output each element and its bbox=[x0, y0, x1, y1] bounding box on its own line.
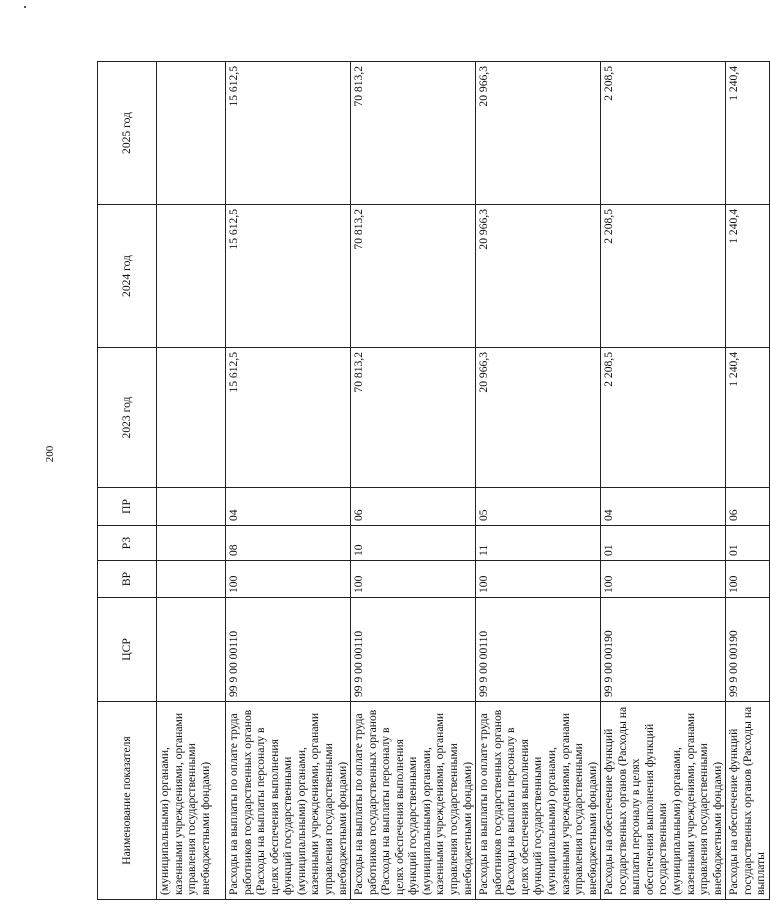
cell-2023 bbox=[157, 348, 226, 488]
header-2025: 2025 год bbox=[98, 62, 157, 205]
table-row bbox=[726, 62, 770, 900]
table-viewport bbox=[97, 62, 768, 900]
budget-table bbox=[97, 61, 770, 900]
cell-vr: 100 bbox=[476, 561, 601, 598]
cell-pr bbox=[157, 488, 226, 526]
cell-rz: 08 bbox=[226, 526, 351, 561]
cell-vr: 100 bbox=[726, 561, 770, 598]
page-number: 200 bbox=[44, 445, 56, 463]
cell-2023: 15 612,5 bbox=[226, 348, 351, 488]
cell-2024: 20 966,3 bbox=[476, 205, 601, 348]
cell-2024: 1 240,4 bbox=[726, 205, 770, 348]
cell-2025 bbox=[157, 62, 226, 205]
cell-csr: 99 9 00 00190 bbox=[601, 598, 726, 702]
cell-vr bbox=[157, 561, 226, 598]
cell-2025: 20 966,3 bbox=[476, 62, 601, 205]
cell-csr: 99 9 00 00110 bbox=[351, 598, 476, 702]
cell-vr: 100 bbox=[226, 561, 351, 598]
cell-rz: 11 bbox=[476, 526, 601, 561]
table-header-row bbox=[98, 62, 157, 900]
cell-2024: 15 612,5 bbox=[226, 205, 351, 348]
cell-rz: 10 bbox=[351, 526, 476, 561]
header-pr: ПР bbox=[98, 488, 157, 526]
cell-2023: 2 208,5 bbox=[601, 348, 726, 488]
cell-2024 bbox=[157, 205, 226, 348]
cell-name: Расходы на выплаты по оплате труда работников государственных органов (Расходы на выплаты персоналу в целях обеспечения выполнения функций государственными (муниципальными) органами, казенными учреждениями, органами управления государственными внебюджетными фондами) bbox=[226, 702, 351, 900]
cell-name: Расходы на выплаты по оплате труда работников государственных органов (Расходы на выплаты персоналу в целях обеспечения выполнения функций государственными (муниципальными) органами, казенными учреждениями, органами управления государственными внебюджетными фондами) bbox=[351, 702, 476, 900]
cell-2025: 2 208,5 bbox=[601, 62, 726, 205]
cell-rz bbox=[157, 526, 226, 561]
cell-name: Расходы на обеспечение функций государственных органов (Расходы на выплаты bbox=[726, 702, 770, 900]
table-row bbox=[351, 62, 476, 900]
cell-csr: 99 9 00 00110 bbox=[226, 598, 351, 702]
table-row bbox=[476, 62, 601, 900]
cell-2025: 1 240,4 bbox=[726, 62, 770, 205]
header-name: Наименование показателя bbox=[98, 702, 157, 900]
header-2024: 2024 год bbox=[98, 205, 157, 348]
header-rz: РЗ bbox=[98, 526, 157, 561]
cell-pr: 04 bbox=[601, 488, 726, 526]
rotated-table-container bbox=[97, 62, 768, 900]
table-row bbox=[157, 62, 226, 900]
cell-2023: 70 813,2 bbox=[351, 348, 476, 488]
cell-name: Расходы на выплаты по оплате труда работников государственных органов (Расходы на выплаты персоналу в целях обеспечения выполнения функций государственными (муниципальными) органами, казенными учреждениями, органами управления государственными внебюджетными фондами) bbox=[476, 702, 601, 900]
cell-2025: 15 612,5 bbox=[226, 62, 351, 205]
cell-2025: 70 813,2 bbox=[351, 62, 476, 205]
cell-2024: 70 813,2 bbox=[351, 205, 476, 348]
table-row bbox=[601, 62, 726, 900]
cell-pr: 06 bbox=[351, 488, 476, 526]
header-2023: 2023 год bbox=[98, 348, 157, 488]
cell-name: (муниципальными) органами, казенными учреждениями, органами управления государственными внебюджетными фондами) bbox=[157, 702, 226, 900]
header-csr: ЦСР bbox=[98, 598, 157, 702]
cell-2023: 1 240,4 bbox=[726, 348, 770, 488]
cell-vr: 100 bbox=[351, 561, 476, 598]
cell-pr: 05 bbox=[476, 488, 601, 526]
cell-2024: 2 208,5 bbox=[601, 205, 726, 348]
cell-pr: 06 bbox=[726, 488, 770, 526]
cell-pr: 04 bbox=[226, 488, 351, 526]
cell-csr: 99 9 00 00190 bbox=[726, 598, 770, 702]
cell-2023: 20 966,3 bbox=[476, 348, 601, 488]
scan-speck bbox=[24, 6, 26, 8]
header-vr: ВР bbox=[98, 561, 157, 598]
cell-vr: 100 bbox=[601, 561, 726, 598]
cell-csr bbox=[157, 598, 226, 702]
cell-rz: 01 bbox=[601, 526, 726, 561]
table-row bbox=[226, 62, 351, 900]
cell-rz: 01 bbox=[726, 526, 770, 561]
cell-name: Расходы на обеспечение функций государственных органов (Расходы на выплаты персоналу в целях обеспечения выполнения функций государственными (муниципальными) органами, казенными учреждениями, органами управления государственными внебюджетными фондами) bbox=[601, 702, 726, 900]
cell-csr: 99 9 00 00110 bbox=[476, 598, 601, 702]
